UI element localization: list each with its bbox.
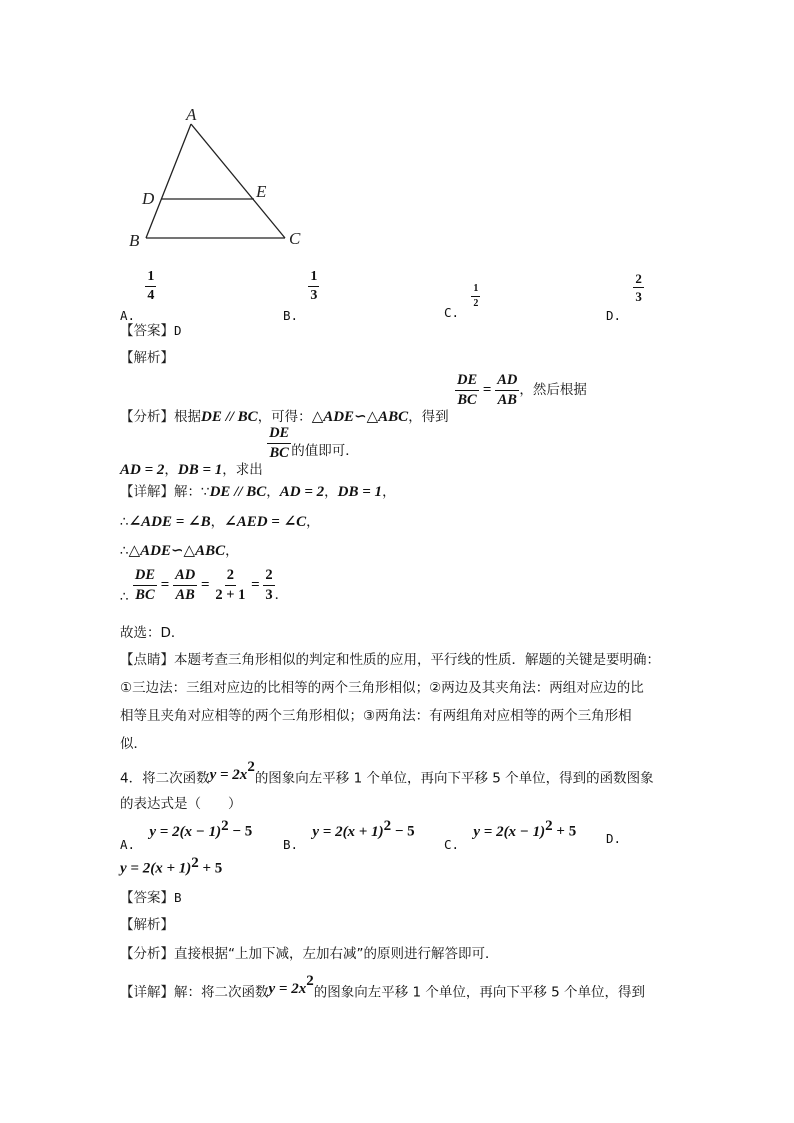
frac-num: DE <box>455 373 479 391</box>
frac-den: AB <box>497 391 517 408</box>
option-letter: A. <box>120 308 136 323</box>
frac-den: 3 <box>265 586 273 603</box>
comma: ， <box>306 514 320 530</box>
equals-sign: = <box>157 577 174 593</box>
q3-option-a[interactable] <box>120 269 156 323</box>
q3-xiangjie-line3 <box>120 539 239 560</box>
xiangjie-text-1: 解： <box>174 484 201 500</box>
xiangjie-text-2: 的图象向左平移 1 个单位，再向下平移 5 个单位，得到 <box>313 984 646 1001</box>
q4-stem-line2 <box>120 792 242 812</box>
label-a: A <box>186 105 197 124</box>
q3-xiangjie-line1 <box>120 480 396 501</box>
math-db-eq: DB = 1 <box>337 484 383 500</box>
math-db-eq: DB = 1 <box>177 462 223 478</box>
label-e: E <box>256 182 267 201</box>
dianjing-text-2: ①三边法：三组对应边的比相等的两个三角形相似；②两边及其夹角法：两组对应边的比 <box>120 680 644 696</box>
math-angle2: ∠AED = ∠C <box>224 514 307 530</box>
frac-num: DE <box>267 426 291 444</box>
option-letter: C. <box>444 305 460 320</box>
q3-analysis-tag <box>120 346 174 366</box>
q4-option-a[interactable] <box>120 818 253 852</box>
q3-option-b[interactable] <box>283 269 319 323</box>
fenxi-text-5: ，求出 <box>222 462 263 478</box>
frac-den: AB <box>175 586 195 603</box>
comma: ， <box>382 484 396 500</box>
math-func: y = 2x <box>209 766 248 783</box>
answer-tag: 【答案】 <box>120 323 174 339</box>
fenxi-text: 直接根据“上加下减，左加右减”的原则进行解答即可． <box>174 946 499 962</box>
option-tail: − 5 <box>391 823 415 840</box>
comma: ， <box>266 484 280 500</box>
math-similar: △ADE∽△ABC <box>128 543 226 559</box>
q4-stem-text-3: 的表达式是（ ） <box>120 796 242 812</box>
q3-xiangjie-line4 <box>120 567 289 605</box>
label-d: D <box>142 189 155 208</box>
option-letter: B. <box>283 836 299 852</box>
equals-sign: = <box>247 577 264 593</box>
comma: ， <box>210 514 225 530</box>
frac-den: BC <box>269 444 289 461</box>
fenxi-tag: 【分析】 <box>120 946 174 962</box>
frac-den: 3 <box>310 288 318 303</box>
fenxi-tag: 【分析】 <box>120 409 174 425</box>
option-letter: D. <box>606 831 622 846</box>
q3-option-d[interactable] <box>606 271 644 323</box>
frac-den: 2 + 1 <box>215 586 246 603</box>
xiangjie-tag: 【详解】 <box>120 984 174 1001</box>
q3-choose <box>120 621 184 641</box>
q4-answer <box>120 886 182 906</box>
frac-den: BC <box>457 391 477 408</box>
triangle-figure <box>120 100 320 255</box>
math-exponent: 2 <box>306 973 314 989</box>
frac-den: 4 <box>147 288 155 303</box>
dianjing-text-1: 本题考查三角形相似的判定和性质的应用，平行线的性质．解题的关键是要明确： <box>174 652 660 668</box>
fenxi-text <box>120 409 453 425</box>
math-de-parallel-bc: DE // BC <box>209 484 267 500</box>
math-similar: △ADE∽△ABC <box>311 409 409 425</box>
xiangjie-text-1: 解：将二次函数 <box>174 984 269 1001</box>
option-expr: y = 2(x + 1) <box>120 860 192 877</box>
period: ． <box>274 587 289 603</box>
choose-text: 故选：D． <box>120 625 185 641</box>
option-exponent: 2 <box>191 855 199 871</box>
analysis-tag: 【解析】 <box>120 917 174 933</box>
q3-xiangjie-line2 <box>120 510 320 531</box>
equals-sign: = <box>479 382 496 398</box>
option-expr: y = 2(x + 1) <box>312 823 384 840</box>
q4-stem-text-2: 的图象向左平移 1 个单位，再向下平移 5 个单位，得到的函数图象 <box>254 770 654 787</box>
label-c: C <box>289 229 301 248</box>
option-exponent: 2 <box>221 818 229 834</box>
option-letter: B. <box>283 308 299 323</box>
q3-answer <box>120 319 182 339</box>
analysis-tag: 【解析】 <box>120 350 174 366</box>
q3-dianjing-line1 <box>120 648 660 668</box>
q4-xiangjie <box>120 973 646 1002</box>
math-angle1: ∠ADE = ∠B <box>128 514 211 530</box>
q4-option-d-expr[interactable] <box>120 855 222 878</box>
math-ad-eq: AD = 2 <box>120 462 165 478</box>
q3-dianjing-line2 <box>120 676 644 696</box>
dianjing-text-4: 似． <box>120 736 147 752</box>
q4-stem-line1 <box>120 759 654 788</box>
answer-value: B <box>174 890 182 905</box>
q3-fenxi-line1 <box>120 372 587 425</box>
comma: ， <box>164 462 178 478</box>
therefore-symbol: ∴ <box>120 514 129 530</box>
math-exponent: 2 <box>247 759 255 775</box>
comma: ， <box>225 543 239 559</box>
therefore-symbol: ∴ <box>120 543 129 559</box>
option-letter: A. <box>120 836 136 852</box>
option-letter: D. <box>606 308 622 323</box>
option-expr: y = 2(x − 1) <box>473 823 546 840</box>
frac-num: AD <box>495 373 519 391</box>
answer-tag: 【答案】 <box>120 890 174 906</box>
q4-fenxi <box>120 942 499 962</box>
q4-stem-text-1: 4．将二次函数 <box>120 770 210 787</box>
math-de-parallel-bc: DE // BC <box>201 409 258 425</box>
equals-sign: = <box>197 577 214 593</box>
math-ad-eq: AD = 2 <box>279 484 325 500</box>
fenxi-text-6: 的值即可． <box>291 443 359 459</box>
side-ab <box>146 124 191 238</box>
frac-num: 2 <box>263 568 274 586</box>
side-ac <box>191 124 285 238</box>
q4-option-b[interactable] <box>283 818 415 852</box>
label-b: B <box>129 231 140 250</box>
comma: ， <box>324 484 338 500</box>
dianjing-text-3: 相等且夹角对应相等的两个三角形相似；③两角法：有两组角对应相等的两个三角形相 <box>120 708 632 724</box>
math-func: y = 2x <box>268 980 307 997</box>
frac-num: AD <box>173 568 197 586</box>
xiangjie-tag: 【详解】 <box>120 484 174 500</box>
q3-option-c[interactable] <box>444 283 480 320</box>
q3-dianjing-line4 <box>120 732 147 752</box>
q3-fenxi-line2 <box>120 425 359 478</box>
frac-num: 1 <box>145 270 156 287</box>
q4-option-d-letter[interactable] <box>606 818 622 846</box>
q4-option-c[interactable] <box>444 818 577 852</box>
q3-dianjing-line3 <box>120 704 632 724</box>
frac-den: 2 <box>473 298 479 309</box>
fenxi-text-2: ，可得： <box>257 409 312 425</box>
option-tail: − 5 <box>228 823 253 840</box>
fenxi-text-4: ，然后根据 <box>519 382 587 398</box>
option-tail: + 5 <box>552 823 577 840</box>
fenxi-text-3: ，得到 <box>408 409 449 425</box>
fenxi-text-1: 根据 <box>174 409 201 425</box>
because-symbol: ∵ <box>201 484 210 500</box>
frac-num: DE <box>133 568 157 586</box>
frac-num: 2 <box>635 271 642 286</box>
q4-analysis-tag <box>120 913 174 933</box>
option-exponent: 2 <box>383 818 392 834</box>
frac-num: 1 <box>471 284 480 297</box>
option-letter: C. <box>444 836 460 852</box>
frac-num: 2 <box>225 568 236 586</box>
answer-value: D <box>174 323 182 338</box>
option-exponent: 2 <box>545 818 553 834</box>
option-expr: y = 2(x − 1) <box>149 823 222 840</box>
frac-den: 3 <box>635 289 642 304</box>
frac-num: 1 <box>308 270 319 287</box>
dianjing-tag: 【点睛】 <box>120 652 174 668</box>
option-tail: + 5 <box>198 860 223 877</box>
frac-den: BC <box>135 586 155 603</box>
therefore-symbol: ∴ <box>120 589 129 605</box>
